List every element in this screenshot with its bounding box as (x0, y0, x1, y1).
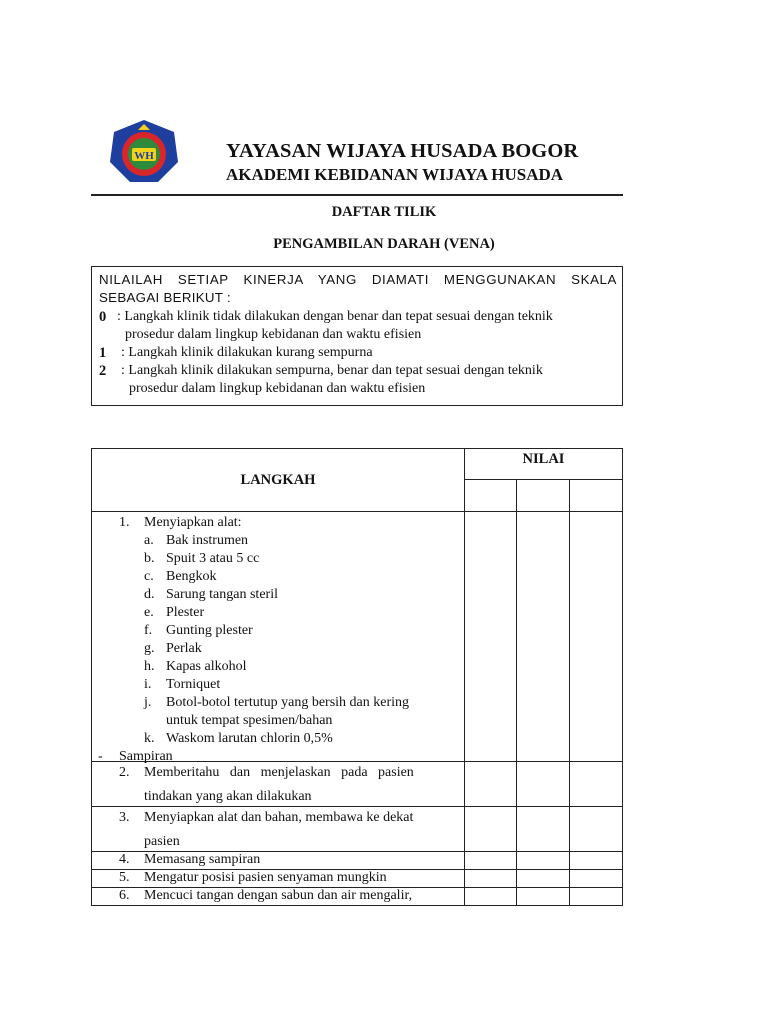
step-row-6 (92, 888, 465, 906)
scale-code-1: 1 (99, 345, 107, 361)
subitem-letter: a. (144, 533, 154, 548)
score-cell[interactable] (517, 807, 570, 852)
subitem-text: Bak instrumen (166, 533, 249, 548)
subitem-text-cont: untuk tempat spesimen/bahan (166, 713, 333, 728)
scoring-scale-box (91, 266, 623, 406)
step-number: 4. (119, 852, 130, 867)
step-number: 6. (119, 888, 130, 903)
subitem-letter: f. (144, 623, 153, 638)
score-cell[interactable] (465, 762, 517, 807)
step-number: 5. (119, 870, 130, 885)
score-cell[interactable] (465, 512, 517, 762)
score-cell[interactable] (570, 870, 623, 888)
step-row-5 (92, 870, 465, 888)
score-cell[interactable] (465, 888, 517, 906)
subitem-letter: d. (144, 587, 155, 602)
step-row-3 (92, 807, 465, 852)
step-row-1 (92, 512, 465, 762)
scale-desc-0-cont: prosedur dalam lingkup kebidanan dan waktu efisien (125, 327, 422, 342)
step-text-cont: tindakan yang akan dilakukan (144, 789, 312, 804)
subitem-text: Torniquet (166, 677, 221, 692)
subitem-letter: k. (144, 731, 155, 746)
dash-item: Sampiran (119, 749, 173, 764)
academy-name: AKADEMI KEBIDANAN WIJAYA HUSADA (226, 165, 564, 184)
step-row-2 (92, 762, 465, 807)
subitem-letter: b. (144, 551, 155, 566)
score-cell[interactable] (465, 807, 517, 852)
subitem-text: Waskom larutan chlorin 0,5% (166, 731, 333, 746)
score-cell[interactable] (570, 807, 623, 852)
scale-desc-2: : Langkah klinik dilakukan sempurna, benar dan tepat sesuai dengan teknik (121, 363, 543, 378)
step-row-4 (92, 852, 465, 870)
document-subtitle: PENGAMBILAN DARAH (VENA) (273, 236, 495, 252)
scale-desc-0: : Langkah klinik tidak dilakukan dengan benar dan tepat sesuai dengan teknik (117, 309, 553, 324)
step-text: Mencuci tangan dengan sabun dan air mengalir, (144, 888, 413, 903)
step-text-cont: pasien (144, 834, 180, 849)
scale-code-2: 2 (99, 363, 107, 379)
step-text: Memberitahu dan menjelaskan pada pasien (144, 765, 414, 780)
score-cell[interactable] (570, 852, 623, 870)
score-cell[interactable] (465, 852, 517, 870)
academy-logo (108, 118, 180, 186)
score-cell[interactable] (517, 762, 570, 807)
checklist-table (91, 448, 623, 906)
scale-intro-line1: NILAILAH SETIAP KINERJA YANG DIAMATI MENGGUNAKAN SKALA (99, 272, 617, 287)
score-cell[interactable] (517, 852, 570, 870)
step-number: 1. (119, 515, 130, 530)
subitem-letter: g. (144, 641, 155, 656)
header-nilai: NILAI (465, 449, 623, 480)
score-cell[interactable] (517, 888, 570, 906)
subitem-text: Gunting plester (166, 623, 253, 638)
dash-bullet: - (98, 749, 103, 764)
scale-code-0: 0 (99, 309, 107, 325)
subitem-text: Perlak (166, 641, 202, 656)
step-text: Mengatur posisi pasien senyaman mungkin (144, 870, 387, 885)
subitem-text: Kapas alkohol (166, 659, 247, 674)
document-title: DAFTAR TILIK (331, 204, 437, 220)
step-number: 3. (119, 810, 130, 825)
score-col-1[interactable] (517, 480, 570, 512)
subitem-letter: j. (144, 695, 152, 710)
header-divider (91, 194, 623, 196)
scale-desc-2-cont: prosedur dalam lingkup kebidanan dan waktu efisien (129, 381, 426, 396)
step-number: 2. (119, 765, 130, 780)
score-col-2[interactable] (570, 480, 623, 512)
institution-name: YAYASAN WIJAYA HUSADA BOGOR (226, 140, 579, 162)
score-cell[interactable] (570, 888, 623, 906)
subitem-text: Botol-botol tertutup yang bersih dan kering (166, 695, 410, 710)
scale-desc-1: : Langkah klinik dilakukan kurang sempurna (121, 345, 373, 360)
logo-text: WH (134, 150, 154, 162)
subitem-text: Sarung tangan steril (166, 587, 278, 602)
score-cell[interactable] (517, 870, 570, 888)
score-cell[interactable] (517, 512, 570, 762)
score-col-0[interactable] (465, 480, 517, 512)
step-text: Menyiapkan alat: (144, 515, 242, 530)
step-text: Menyiapkan alat dan bahan, membawa ke dekat (144, 810, 414, 825)
score-cell[interactable] (570, 512, 623, 762)
scale-intro-line2: SEBAGAI BERIKUT : (99, 290, 231, 305)
header-langkah: LANGKAH (92, 449, 465, 512)
subitem-letter: h. (144, 659, 155, 674)
subitem-text: Plester (166, 605, 205, 620)
subitem-letter: c. (144, 569, 154, 584)
subitem-letter: i. (144, 677, 152, 692)
score-cell[interactable] (570, 762, 623, 807)
step-text: Memasang sampiran (144, 852, 261, 867)
score-cell[interactable] (465, 870, 517, 888)
subitem-text: Bengkok (166, 569, 217, 584)
subitem-letter: e. (144, 605, 154, 620)
subitem-text: Spuit 3 atau 5 cc (166, 551, 260, 566)
